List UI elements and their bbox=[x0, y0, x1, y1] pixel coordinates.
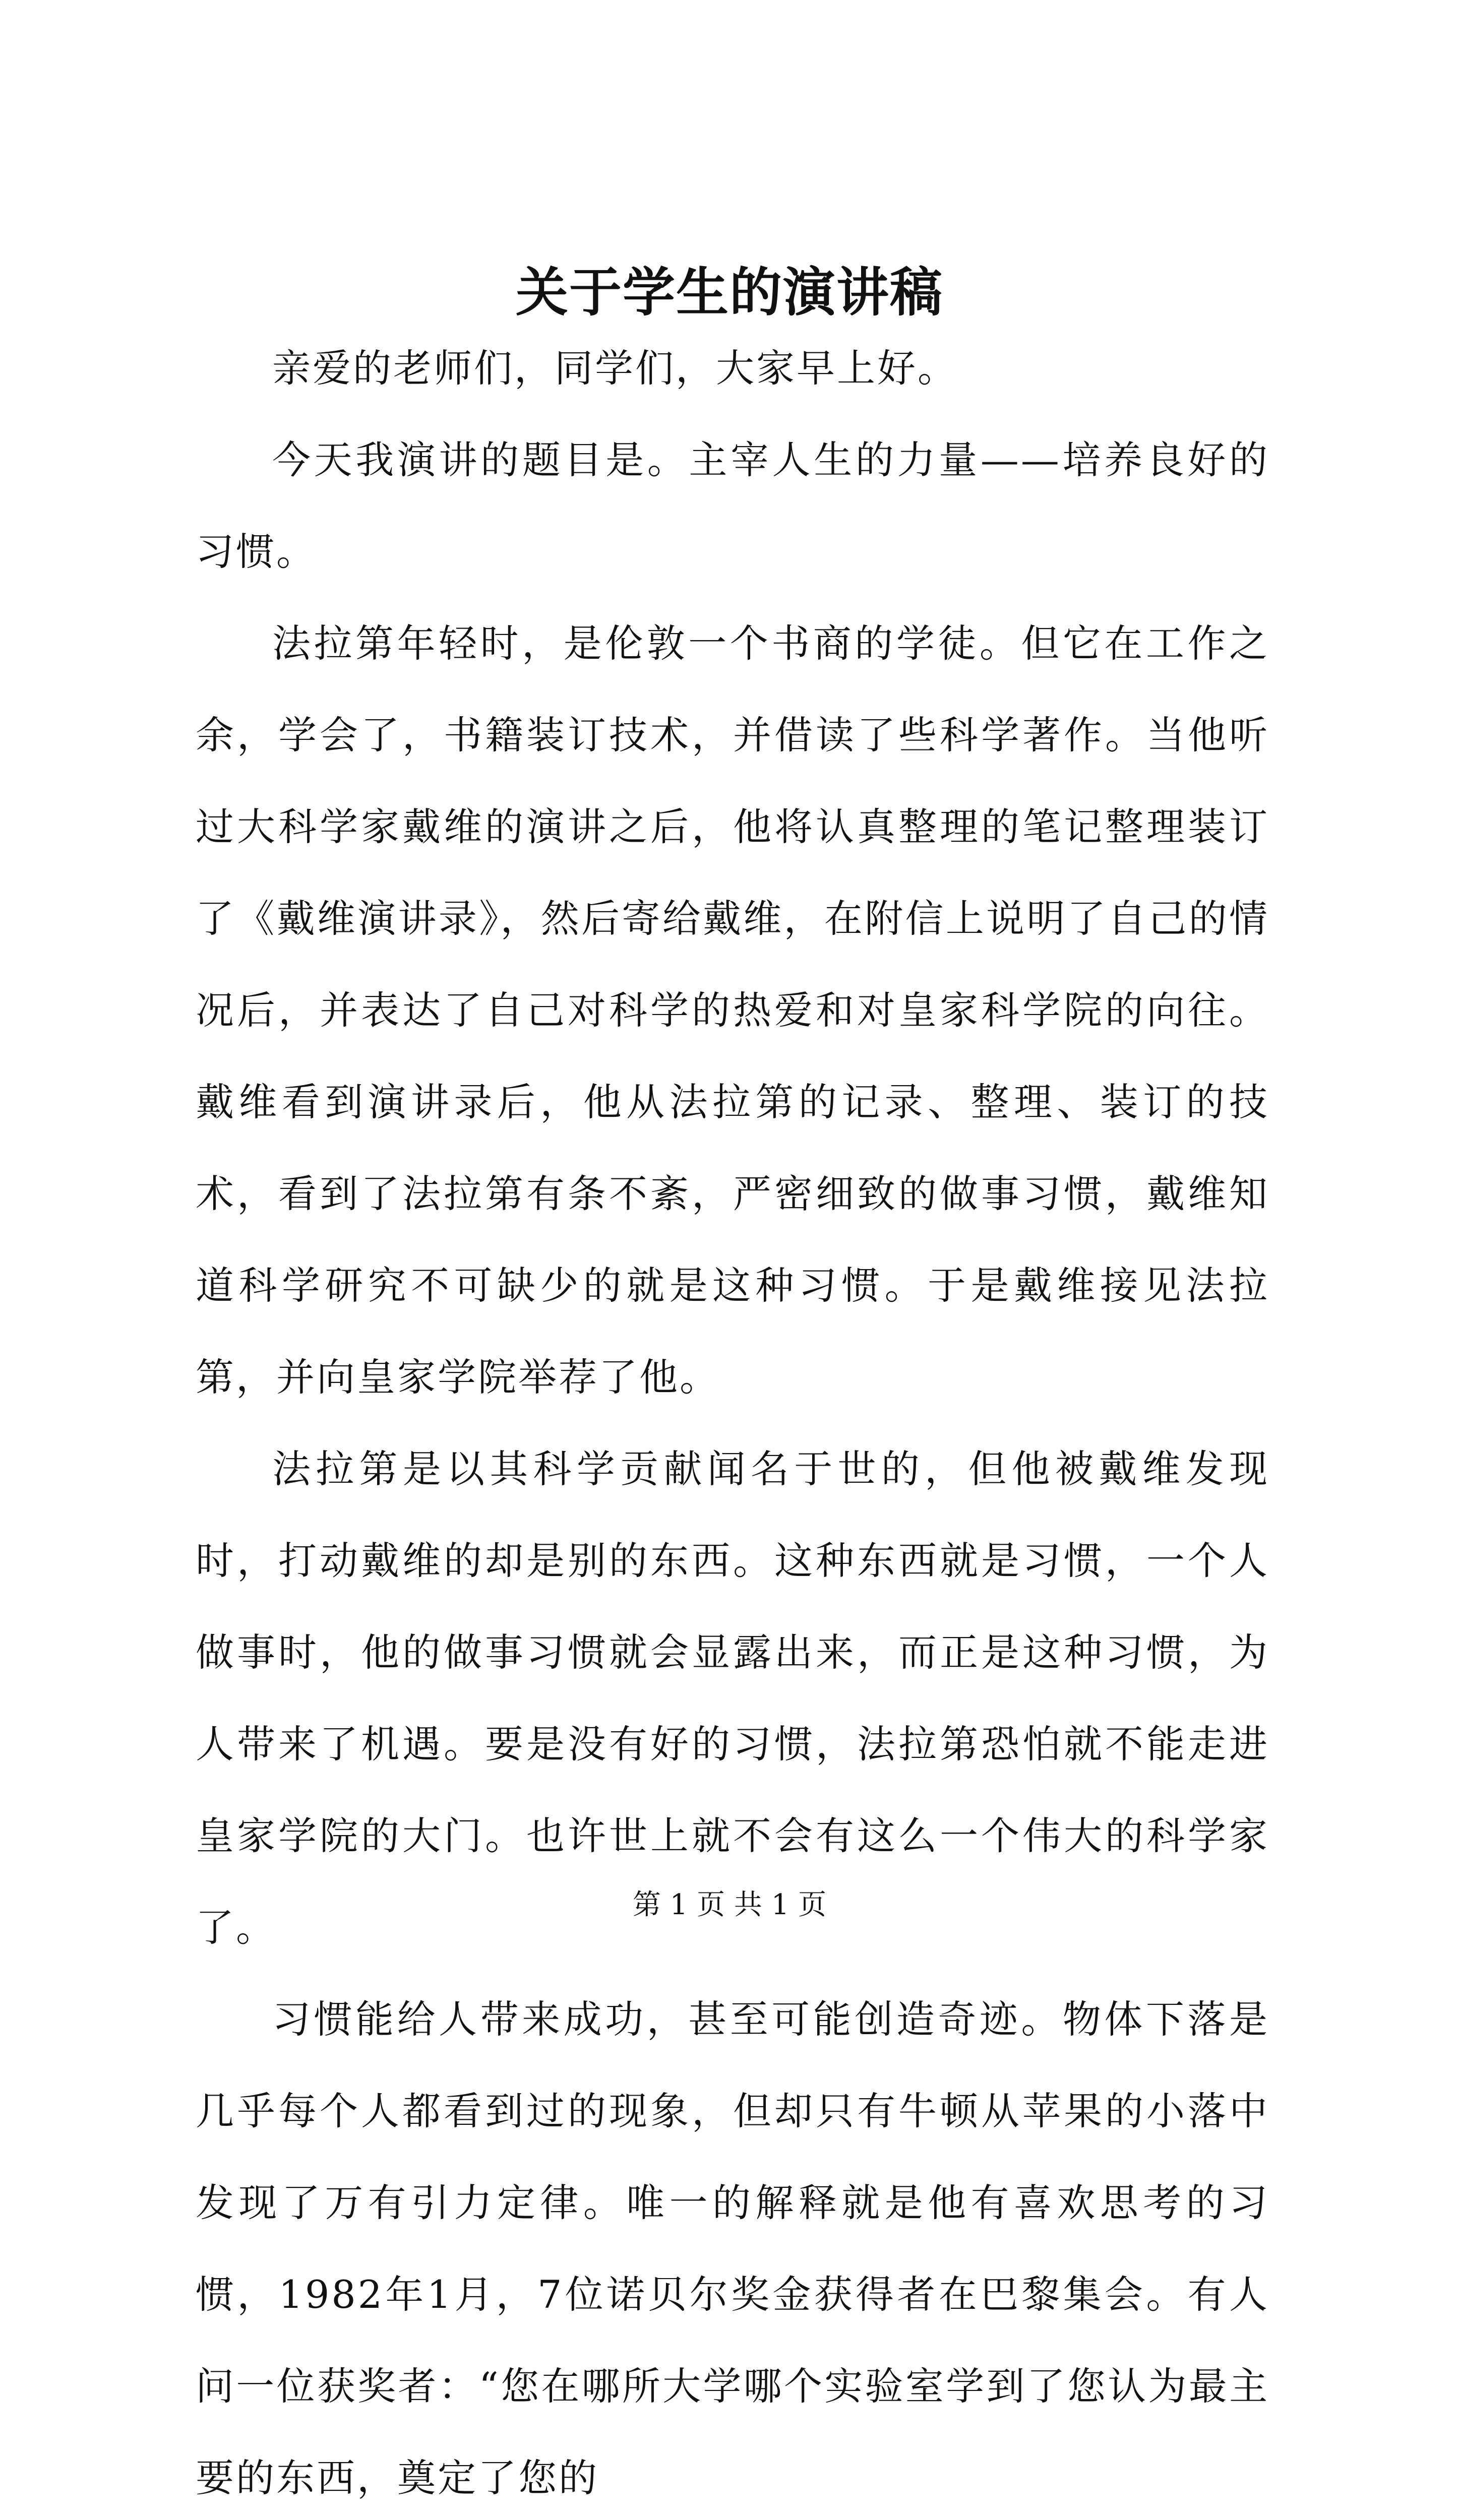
page-footer: 第 1 页 共 1 页 bbox=[632, 1888, 827, 1921]
paragraph-habit-success: 习惯能给人带来成功，甚至可能创造奇迹。物体下落是几乎每个人都看到过的现象，但却只有牛顿从苹果的小落中发现了万有引力定律。唯一的解释就是他有喜欢思考的习惯，1982年1月，7位诺贝尔奖金获得者在巴黎集会。有人问一位获奖者：“您在哪所大学哪个实验室学到了您认为最主要的东西，奠定了您的 bbox=[196, 1997, 1269, 2500]
document-body bbox=[196, 323, 1269, 2520]
document-title: 关于学生的演讲稿 bbox=[515, 261, 943, 323]
paragraph-topic: 今天我演讲的题目是。主宰人生的力量——培养良好的习惯。 bbox=[196, 437, 1269, 574]
paragraph-faraday-story: 法拉第年轻时，是伦敦一个书商的学徒。但它在工作之余，学会了，书籍装订技术，并借读了些科学著作。当他听过大科学家戴维的演讲之后，他将认真整理的笔记整理装订了《戴维演讲录》，然后寄给戴维，在附信上说明了自己的情况后，并表达了自己对科学的热爱和对皇家科学院的向往。戴维看到演讲录后，他从法拉第的记录、整理、装订的技术，看到了法拉第有条不紊，严密细致的做事习惯，戴维知道科学研究不可缺少的就是这种习惯。于是戴维接见法拉第，并向皇家学院举荐了他。 bbox=[196, 621, 1269, 1400]
paragraph-habit-opportunity: 法拉第是以其科学贡献闻名于世的，但他被戴维发现时，打动戴维的却是别的东西。这种东西就是习惯，一个人做事时，他的做事习惯就会显露出来，而正是这种习惯，为人带来了机遇。要是没有好的习惯，法拉第恐怕就不能走进皇家学院的大门。也许世上就不会有这么一个伟大的科学家了。 bbox=[196, 1446, 1269, 1950]
paragraph-greeting: 亲爱的老师们，同学们，大家早上好。 bbox=[272, 346, 958, 391]
